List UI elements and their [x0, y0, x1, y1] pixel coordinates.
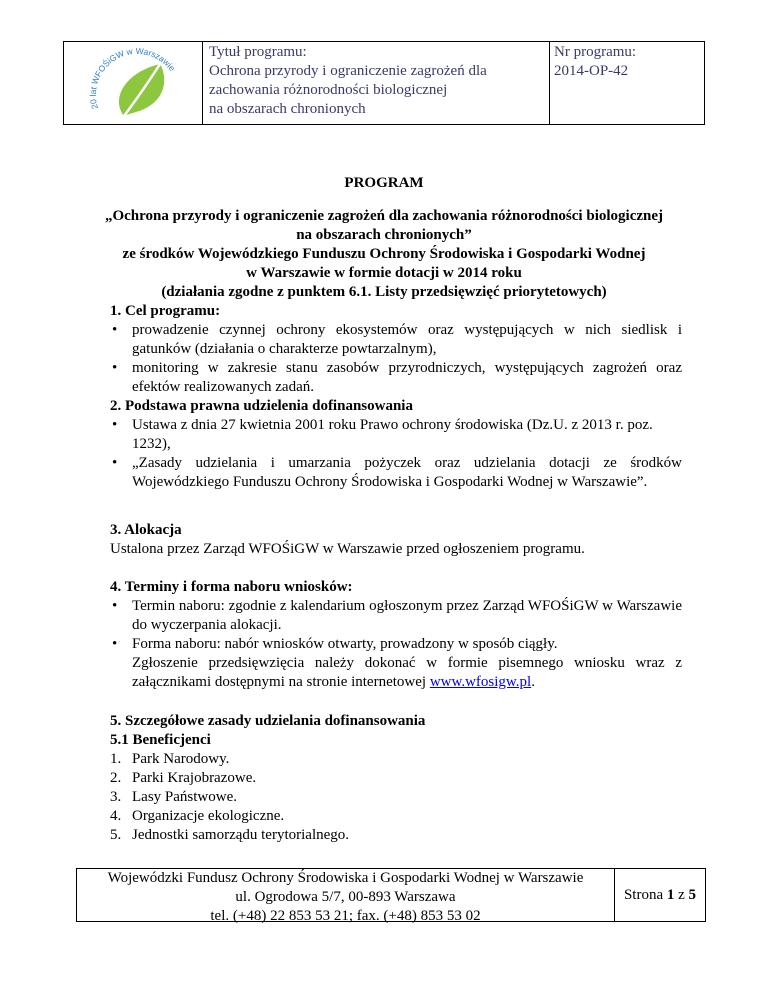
program-title-cell: [203, 42, 550, 124]
footer-line: Wojewódzki Fundusz Ochrony Środowiska i Gospodarki Wodnej w Warszawie: [107, 870, 584, 886]
section-2: [110, 397, 682, 492]
list-number: 5.: [110, 827, 122, 843]
header-table: [63, 41, 705, 125]
list-item-text: Zgłoszenie przedsięwzięcia należy dokonać w formie pisemnego wniosku wraz z załącznikami dostępnymi na stronie internetowej: [132, 655, 682, 690]
website-link[interactable]: www.wfosigw.pl: [429, 674, 532, 690]
list-item-text: Park Narodowy.: [132, 751, 230, 767]
list-item: [110, 416, 682, 454]
section-title: 4. Terminy i forma naboru wniosków:: [110, 579, 353, 595]
list-item-text: Organizacje ekologiczne.: [132, 808, 285, 824]
program-number-cell: [550, 42, 704, 124]
footer-table: [76, 868, 706, 922]
bullet-icon: •: [112, 360, 118, 376]
title-line: Ochrona przyrody i ograniczenie zagrożeń dla: [209, 63, 487, 79]
section-title: 5. Szczegółowe zasady udzielania dofinansowania: [110, 713, 426, 729]
section-5: [110, 712, 682, 845]
list-item: [110, 788, 682, 807]
title-line: (działania zgodne z punktem 6.1. Listy przedsięwzięć priorytetowych): [161, 284, 607, 300]
bullet-icon: •: [112, 636, 118, 652]
page-current: 1: [666, 886, 675, 903]
list-item-text: „Zasady udzielania i umarzania pożyczek oraz udzielania dotacji ze środków Wojewódzkiego Funduszu Ochrony Środowiska i Gospodarki Wodnej w Warszawie”.: [132, 455, 682, 490]
list-item: [110, 321, 682, 359]
punctuation: .: [531, 674, 535, 690]
bullet-icon: •: [112, 417, 118, 433]
page-prefix: Strona: [623, 886, 664, 903]
program-heading: PROGRAM: [344, 175, 424, 191]
footer-line: ul. Ogrodowa 5/7, 00-893 Warszawa: [235, 889, 456, 905]
list-item-text: Termin naboru: zgodnie z kalendarium ogłoszonym przez Zarząd WFOŚiGW w Warszawie do wyczerpania alokacji.: [132, 598, 682, 633]
section-3: [110, 521, 682, 559]
section-text: Ustalona przez Zarząd WFOŚiGW w Warszawie przed ogłoszeniem programu.: [110, 541, 585, 557]
bullet-icon: •: [112, 598, 118, 614]
section-title: 3. Alokacja: [110, 522, 182, 538]
page-number-cell: [615, 869, 705, 921]
svg-text:20 lat WFOŚiGW w Warszawie: 20 lat WFOŚiGW w Warszawie: [87, 45, 178, 111]
section-title: 1. Cel programu:: [110, 303, 221, 319]
list-item-text: Jednostki samorządu terytorialnego.: [132, 827, 350, 843]
list-number: 3.: [110, 789, 122, 805]
list-item: [110, 750, 682, 769]
list-item: [110, 359, 682, 397]
title-line: zachowania różnorodności biologicznej: [209, 82, 448, 98]
list-item-text: monitoring w zakresie stanu zasobów przyrodniczych, występujących zagrożeń oraz efektów realizowanych zadań.: [132, 360, 682, 395]
logo-cell: [64, 42, 203, 124]
title-line: „Ochrona przyrody i ograniczenie zagrożeń dla zachowania różnorodności biologicznej: [104, 208, 664, 224]
number-label: Nr programu:: [554, 44, 637, 60]
section-4: [110, 578, 682, 692]
list-item-text: prowadzenie czynnej ochrony ekosystemów oraz występujących w nich siedlisk i gatunków (działania o charakterze powtarzalnym),: [132, 322, 682, 357]
list-item-text: Lasy Państwowe.: [132, 789, 237, 805]
section-1: [110, 302, 682, 397]
title-line: na obszarach chronionych: [209, 101, 366, 117]
page-total: 5: [688, 886, 697, 903]
program-full-title: [63, 207, 705, 302]
bullet-icon: •: [112, 455, 118, 471]
wfosigw-logo: [80, 42, 184, 126]
list-number: 2.: [110, 770, 122, 786]
list-item: [110, 826, 682, 845]
footer-line: tel. (+48) 22 853 53 21; fax. (+48) 853 53 02: [210, 908, 481, 924]
bullet-icon: •: [112, 322, 118, 338]
title-line: na obszarach chronionych”: [296, 227, 472, 243]
title-label: Tytuł programu:: [209, 44, 307, 60]
list-item: [110, 807, 682, 826]
title-line: ze środków Wojewódzkiego Funduszu Ochrony Środowiska i Gospodarki Wodnej: [122, 246, 646, 262]
list-item-text: Ustawa z dnia 27 kwietnia 2001 roku Prawo ochrony środowiska (Dz.U. z 2013 r. poz. 1232),: [132, 417, 653, 452]
section-subtitle: 5.1 Beneficjenci: [110, 732, 211, 748]
list-number: 1.: [110, 751, 122, 767]
footer-address-cell: [77, 869, 615, 924]
list-item: [110, 454, 682, 492]
list-number: 4.: [110, 808, 122, 824]
list-item-continuation: [110, 654, 682, 692]
list-item-text: Parki Krajobrazowe.: [132, 770, 257, 786]
page-sep: z: [678, 886, 685, 903]
title-line: w Warszawie w formie dotacji w 2014 roku: [246, 265, 522, 281]
list-item: [110, 769, 682, 788]
section-title: 2. Podstawa prawna udzielenia dofinansowania: [110, 398, 413, 414]
list-item-text: Forma naboru: nabór wniosków otwarty, prowadzony w sposób ciągły.: [132, 636, 558, 652]
list-item: [110, 597, 682, 635]
number-value: 2014-OP-42: [554, 63, 629, 79]
list-item: [110, 635, 682, 654]
